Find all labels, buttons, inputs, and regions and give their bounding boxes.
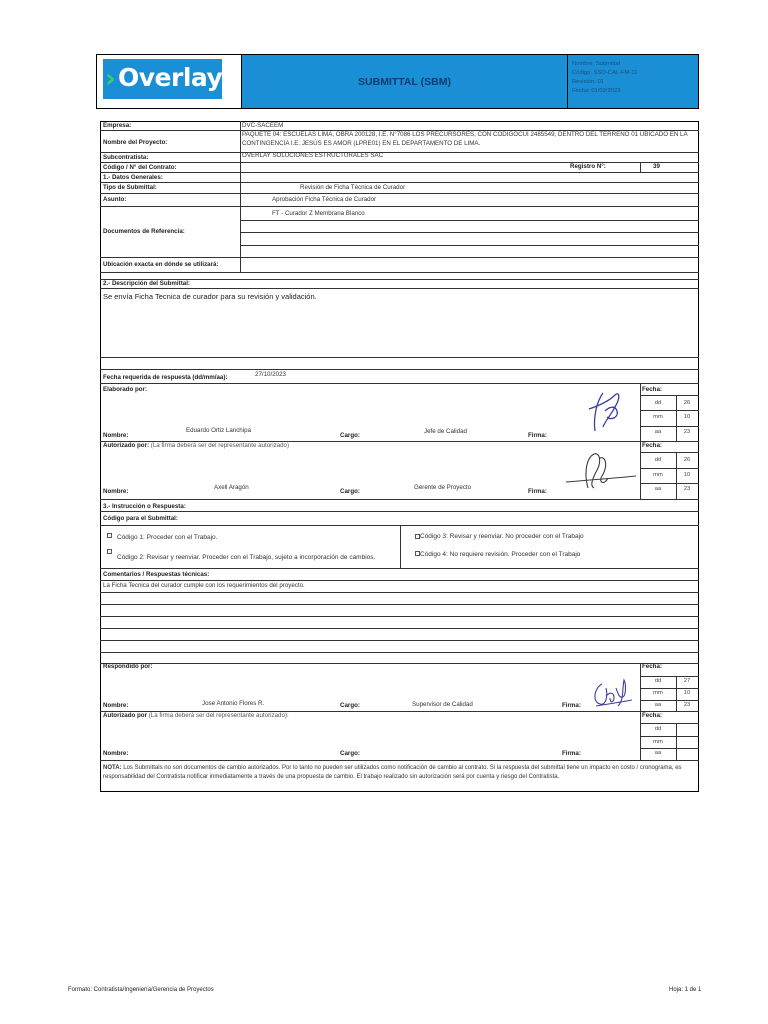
tipo-label: Tipo de Submittal: bbox=[103, 184, 157, 191]
meta-fecha: Fecha: 01/02/2023 bbox=[572, 88, 621, 94]
codigo1-checkbox[interactable] bbox=[107, 533, 112, 538]
elaborado-signature-icon bbox=[575, 387, 635, 437]
registro-label: Registro N°: bbox=[570, 163, 606, 170]
rule bbox=[640, 676, 699, 677]
rule bbox=[640, 483, 699, 484]
rule bbox=[100, 760, 699, 761]
autorizado2-aa-label: aa bbox=[654, 750, 662, 756]
fecha-requerida-label: Fecha requerida de respuesta (dd/mm/aa): bbox=[103, 374, 228, 381]
rule bbox=[240, 220, 699, 221]
autorizado1-note: (La firma deberá ser del representante autorizado) bbox=[150, 442, 290, 449]
document-title: SUBMITTAL (SBM) bbox=[242, 55, 568, 108]
rule bbox=[640, 452, 699, 453]
rule bbox=[640, 468, 699, 469]
elaborado-dd-label: dd bbox=[654, 400, 662, 406]
autorizado1-dd-label: dd bbox=[654, 457, 662, 463]
datos-generales-label: 1.- Datos Generales: bbox=[103, 174, 163, 181]
elaborado-cargo-value: Jefe de Calidad bbox=[424, 428, 467, 435]
autorizado1-fecha-label: Fecha: bbox=[642, 442, 662, 449]
asunto-value: Aprobación Ficha Técnica de Curador bbox=[272, 196, 377, 203]
autorizado2-label bbox=[103, 712, 289, 719]
meta-revision: Revisión: 01 bbox=[572, 79, 604, 85]
empresa-value: DVC-SACEEM bbox=[242, 122, 284, 129]
elaborado-label: Elaborado por: bbox=[103, 386, 148, 393]
autorizado2-fecha-label: Fecha: bbox=[642, 712, 662, 719]
respondido-dd-value: 27 bbox=[683, 678, 691, 684]
autorizado2-note: (La firma deberá ser del representante autorizado): bbox=[148, 712, 289, 719]
meta-nombre: Nombre: Submittal bbox=[572, 61, 621, 67]
codigo3-label: Código 3: Revisar y reenviar. No proceder con el Trabajo bbox=[420, 533, 584, 540]
rule bbox=[640, 736, 699, 737]
nota-block bbox=[103, 764, 695, 782]
asunto-label: Asunto: bbox=[103, 196, 127, 203]
registro-value: 39 bbox=[653, 163, 660, 170]
rule bbox=[100, 511, 699, 512]
rule bbox=[640, 748, 699, 749]
elaborado-mm-value: 10 bbox=[683, 414, 691, 420]
respondido-aa-value: 23 bbox=[683, 702, 691, 708]
rule bbox=[100, 663, 699, 664]
autorizado1-cargo-value: Gerente de Proyecto bbox=[414, 484, 472, 491]
logo-chevron-icon: › bbox=[105, 64, 116, 94]
comentarios-label: Comentarios / Respuestas técnicas: bbox=[103, 571, 210, 578]
autorizado1-aa-value: 23 bbox=[683, 486, 691, 492]
fecha-requerida-value: 27/10/2023 bbox=[255, 371, 286, 378]
rule bbox=[100, 616, 699, 617]
elaborado-cargo-label: Cargo: bbox=[340, 432, 360, 439]
autorizado1-nombre-value: Axell Aragón bbox=[214, 484, 249, 491]
autorizado1-nombre-label: Nombre: bbox=[103, 488, 129, 495]
footer-format: Formato: Contratista/Ingeniería/Gerencia de Proyectos bbox=[68, 987, 214, 993]
rule bbox=[640, 426, 699, 427]
autorizado1-mm-value: 10 bbox=[683, 472, 691, 478]
autorizado1-label bbox=[103, 442, 289, 449]
rule bbox=[100, 383, 699, 384]
rule bbox=[100, 172, 699, 173]
rule bbox=[240, 245, 699, 246]
respondido-label: Respondido por: bbox=[103, 663, 153, 670]
descripcion-text: Se envía Ficha Tecnica de curador para su revisión y validación. bbox=[103, 292, 317, 301]
autorizado1-aa-label: aa bbox=[654, 486, 662, 492]
rule bbox=[640, 410, 699, 411]
rule bbox=[240, 232, 699, 233]
rule bbox=[100, 628, 699, 629]
respondido-cargo-value: Supervisor de Calidad bbox=[412, 701, 473, 708]
elaborado-nombre-value: Eduardo Ortiz Lanchipa bbox=[186, 427, 252, 434]
autorizado2-firma-label: Firma: bbox=[562, 750, 581, 757]
nota-text: Los Submittals no son documentos de cambio autorizados. Por lo tanto no pueden ser utilizados como notificación de cambio al contrato. Si la respuesta del submittal tiene un impacto en costo / cronograma, es responsabilidad del Contratista notificar inmediatamente a través de una propuesta de cambio. El trabajo realizado sin autorización será por cuenta y riesgo del Contratista. bbox=[103, 765, 682, 780]
footer-page: Hoja: 1 de 1 bbox=[669, 987, 702, 993]
rule bbox=[100, 288, 699, 289]
autorizado2-label-text: Autorizado por bbox=[103, 712, 147, 719]
autorizado2-dd-label: dd bbox=[654, 726, 662, 732]
respondido-mm-label: mm bbox=[653, 690, 663, 696]
autorizado1-cargo-label: Cargo: bbox=[340, 488, 360, 495]
proyecto-value: PAQUETE 04: ESCUELAS LIMA, OBRA 200128, I.E. N°7086 LOS PRECURSORES, CON CÓDIGOCUI 2485549, DENTRO DEL TERRENO 01 UBICADO EN LA CONTINGENCIA I.E. JESÚS ES AMOR (LPRE01) EN EL DEPARTAMENTO DE LIMA. bbox=[242, 131, 688, 147]
codigo4-label: Código 4: No requiere revisión. Proceder con el Trabajo bbox=[420, 551, 581, 558]
autorizado1-signature-icon bbox=[560, 448, 640, 496]
rule bbox=[640, 162, 641, 172]
respondido-mm-value: 10 bbox=[683, 690, 691, 696]
rule bbox=[100, 257, 699, 258]
docs-referencia-value: FT - Curador Z Membrana Blanco bbox=[272, 210, 365, 217]
respondido-nombre-label: Nombre: bbox=[103, 702, 129, 709]
autorizado1-dd-value: 26 bbox=[683, 457, 691, 463]
codigo1-label: Código 1: Proceder con el Trabajo. bbox=[117, 534, 218, 541]
codigo-submittal-label: Código para el Submittal: bbox=[103, 515, 178, 522]
rule bbox=[100, 640, 699, 641]
descripcion-section-label: 2.- Descripción del Submittal: bbox=[103, 280, 190, 287]
rule bbox=[100, 592, 699, 593]
elaborado-firma-label: Firma: bbox=[528, 432, 547, 439]
rule bbox=[100, 272, 699, 273]
ubicacion-label: Ubicación exacta en dónde se utilizará: bbox=[103, 261, 219, 268]
autorizado1-mm-label: mm bbox=[653, 472, 663, 478]
autorizado1-label-text: Autorizado por: bbox=[103, 442, 150, 449]
logo-text: Overlay bbox=[118, 63, 223, 92]
elaborado-aa-value: 23 bbox=[683, 429, 691, 435]
rule bbox=[640, 700, 699, 701]
rule bbox=[240, 121, 241, 272]
respondido-signature-icon bbox=[588, 674, 636, 710]
rule bbox=[400, 525, 401, 568]
respondido-aa-label: aa bbox=[654, 702, 662, 708]
rule bbox=[676, 723, 677, 760]
docs-referencia-label: Documentos de Referencia: bbox=[103, 228, 185, 235]
rule bbox=[100, 182, 699, 183]
rule bbox=[100, 162, 699, 163]
rule bbox=[100, 369, 699, 370]
rule bbox=[100, 652, 699, 653]
elaborado-dd-value: 26 bbox=[683, 400, 691, 406]
rule bbox=[640, 663, 641, 760]
respondido-fecha-label: Fecha: bbox=[642, 663, 662, 670]
codigo2-checkbox[interactable] bbox=[107, 549, 112, 554]
elaborado-mm-label: mm bbox=[653, 414, 663, 420]
respondido-dd-label: dd bbox=[654, 678, 662, 684]
rule bbox=[100, 499, 699, 500]
rule bbox=[100, 357, 699, 358]
nota-label: NOTA: bbox=[103, 765, 122, 771]
tipo-value: Revisión de Ficha Técnica de Curador bbox=[300, 184, 406, 191]
elaborado-aa-label: aa bbox=[654, 429, 662, 435]
rule bbox=[640, 395, 699, 396]
autorizado2-cargo-label: Cargo: bbox=[340, 750, 360, 757]
respondido-firma-label: Firma: bbox=[562, 702, 581, 709]
subcontratista-label: Subcontratista: bbox=[103, 154, 149, 161]
rule bbox=[100, 580, 699, 581]
rule bbox=[100, 604, 699, 605]
elaborado-nombre-label: Nombre: bbox=[103, 432, 129, 439]
rule bbox=[100, 568, 699, 569]
rule bbox=[640, 383, 641, 499]
instruccion-section-label: 3.- Instrucción o Respuesta: bbox=[103, 503, 186, 510]
empresa-label: Empresa: bbox=[103, 122, 132, 129]
autorizado1-firma-label: Firma: bbox=[528, 488, 547, 495]
subcontratista-value: OVERLAY SOLUCIONES ESTRUCTURALES SAC bbox=[242, 152, 384, 159]
comentarios-value: La Ficha Tecnica del curador cumple con los requerimientos del proyecto. bbox=[103, 582, 305, 589]
rule bbox=[100, 152, 699, 153]
rule bbox=[640, 723, 699, 724]
respondido-nombre-value: Jose Antonio Flores R. bbox=[202, 700, 265, 707]
contrato-label: Código / N° del Contrato: bbox=[103, 164, 177, 171]
rule bbox=[640, 688, 699, 689]
autorizado2-nombre-label: Nombre: bbox=[103, 750, 129, 757]
proyecto-label: Nombre del Proyecto: bbox=[103, 139, 168, 146]
autorizado2-mm-label: mm bbox=[653, 739, 663, 745]
elaborado-fecha-label: Fecha: bbox=[642, 386, 662, 393]
rule bbox=[100, 193, 699, 194]
codigo2-label: Código 2: Revisar y reenviar. Proceder con el Trabajo, sujeto a incorporación de cambios. bbox=[117, 554, 376, 561]
rule bbox=[100, 206, 699, 207]
respondido-cargo-label: Cargo: bbox=[340, 702, 360, 709]
meta-codigo: Código: SSO-CAL-FM-11 bbox=[572, 70, 638, 76]
